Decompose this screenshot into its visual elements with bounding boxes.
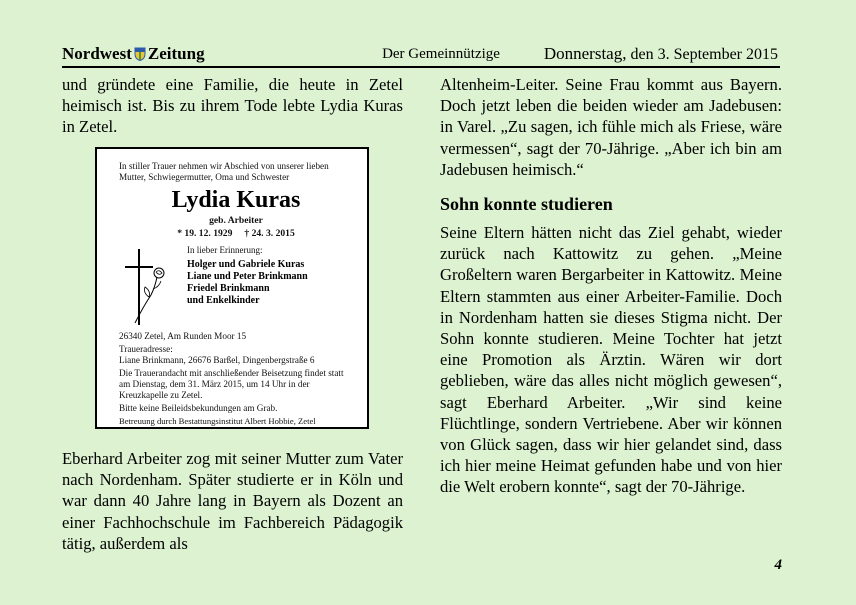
notice-intro: In stiller Trauer nehmen wir Abschied von unserer lieben Mutter, Schwiegermutter, Oma und Schwester bbox=[119, 161, 329, 182]
cross-with-rose-icon bbox=[121, 247, 167, 327]
paragraph: Altenheim-Leiter. Seine Frau kommt aus Bayern. Doch jetzt leben die beiden wieder am Jadebusen: in Varel. „Zu sagen, ich fühle mich als Friese, wäre vermessen“, sagt der 70-Jährige. „Aber ich bin am Jadebusen heimisch.“ bbox=[440, 75, 782, 179]
paragraph: und gründete eine Familie, die heute in Zetel heimisch ist. Bis zu ihrem Tode lebte Lydia Kuras in Zetel. bbox=[62, 75, 403, 137]
article-column-right bbox=[440, 74, 782, 498]
issue-date-rest: den 3. September 2015 bbox=[626, 46, 778, 63]
article-column-left-top bbox=[62, 74, 403, 138]
memory-label: In lieber Erinnerung: bbox=[187, 245, 263, 255]
mourning-address-label: Traueradresse: bbox=[119, 344, 173, 354]
issue-weekday: Donnerstag, bbox=[543, 44, 627, 63]
brand-left: Nordwest bbox=[62, 44, 132, 63]
obituary-notice bbox=[95, 147, 369, 429]
mourner-line: Liane und Peter Brinkmann bbox=[187, 271, 308, 282]
page-number: 4 bbox=[774, 557, 782, 573]
mourner-line: und Enkelkinder bbox=[187, 295, 260, 306]
undertaker-credit: Betreuung durch Bestattungsinstitut Albert Hobbie, Zetel bbox=[119, 416, 316, 426]
article-column-left-bottom bbox=[62, 448, 403, 554]
mourners-block bbox=[187, 245, 308, 307]
mourner-line: Friedel Brinkmann bbox=[187, 283, 270, 294]
issue-date bbox=[544, 44, 778, 64]
birth-date: * 19. 12. 1929 bbox=[177, 228, 233, 239]
deceased-name: Lydia Kuras bbox=[171, 187, 301, 213]
no-condolence-note: Bitte keine Beileidsbekundungen am Grab. bbox=[119, 403, 278, 413]
paragraph: Seine Eltern hätten nicht das Ziel gehabt, wieder zurück nach Kattowitz zu gehen. „Meine Großeltern waren Bergarbeiter in Kattowitz. Meine Eltern stammten aus einer Arbeiter-Familie. Doch in Nordenham hatten sie dieses Stigma nicht. Der Sohn konnte studieren. Meine Tochter hat jetzt eine Promotion als Ärztin. Wären wir dort geblieben, wäre das alles nicht möglich gewesen“, sagt Eberhard Arbeiter. „Wir sind keine Flüchtlinge, sondern Vertriebene. Aber wir können von Glück sagen, dass wir hier gelandet sind, dass ich hier meine Heimat gefunden habe und von hier die Welt erobern konnte“, sagt der 70-Jährige. bbox=[440, 223, 782, 497]
mourning-address: Liane Brinkmann, 26676 Barßel, Dingenbergstraße 6 bbox=[119, 355, 315, 365]
subheading: Sohn konnte studieren bbox=[440, 194, 613, 215]
death-date: † 24. 3. 2015 bbox=[244, 228, 295, 239]
mourning-address-block bbox=[119, 344, 353, 366]
funeral-service-info: Die Trauerandacht mit anschließender Beisetzung findet statt am Dienstag, dem 31. März 2015, um 14 Uhr in der Kreuzkapelle zu Zetel. bbox=[119, 368, 344, 400]
paragraph: Eberhard Arbeiter zog mit seiner Mutter zum Vater nach Nordenham. Später studierte er in Köln und war dann 40 Jahre lang in Bayern als Dozent an einer Fachhochschule im Fachbereich Pädagogik tätig, außerdem als bbox=[62, 449, 403, 553]
section-title: Der Gemeinnützige bbox=[382, 46, 500, 62]
page-header bbox=[62, 42, 780, 68]
family-address: 26340 Zetel, Am Runden Moor 15 bbox=[119, 331, 247, 341]
brand-right: Zeitung bbox=[147, 44, 205, 63]
maiden-name: geb. Arbeiter bbox=[209, 215, 263, 226]
life-dates bbox=[119, 228, 353, 239]
mourner-line: Holger und Gabriele Kuras bbox=[187, 259, 305, 270]
